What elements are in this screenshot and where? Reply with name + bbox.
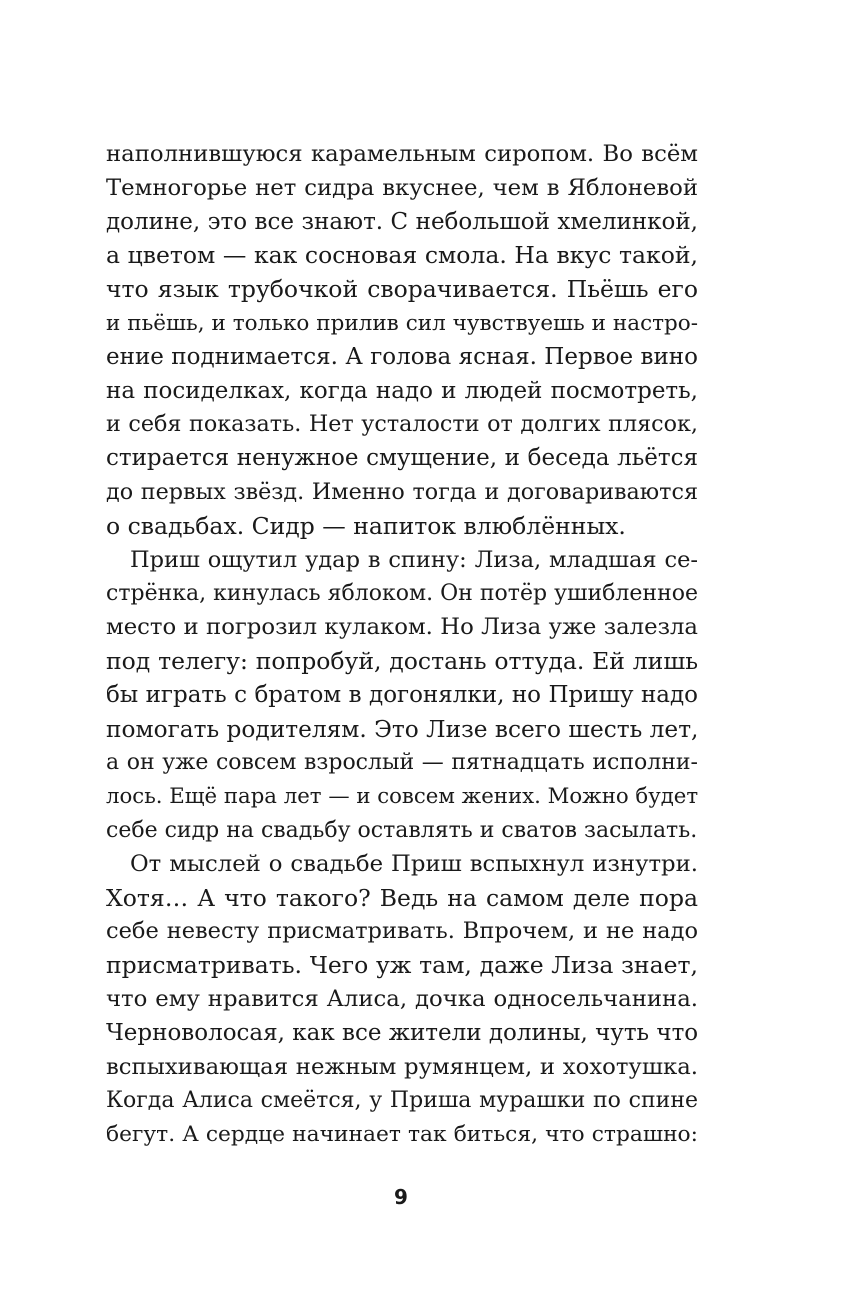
text-line: себе невесту присматривать. Впрочем, и не надо [106,918,698,945]
text-line: От мыслей о свадьбе Приш вспыхнул изнутри. [130,850,698,877]
text-line: присматривать. Чего уж там, даже Лиза знает, [106,951,698,980]
text-line: ение поднимается. А голова ясная. Первое вино [106,343,698,370]
text-line: что ему нравится Алиса, дочка односельчанина. [106,985,698,1012]
text-line: и себя показать. Нет усталости от долгих плясок, [106,411,698,438]
text-line: лось. Ещё пара лет — и совсем жених. Можно будет [106,784,698,810]
text-line: что язык трубочкой сворачивается. Пьёшь его [106,275,698,304]
text-line: место и погрозил кулаком. Но Лиза уже залезла [106,614,698,641]
text-line: о свадьбах. Сидр — напиток влюблённых. [106,511,626,540]
text-line: до первых звёзд. Именно тогда и договариваются [106,478,698,505]
text-line: помогать родителям. Это Лизе всего шесть лет, [106,715,698,743]
text-line: Темногорье нет сидра вкуснее, чем в Яблоневой [106,174,698,201]
text-line: долине, это все знают. С небольшой хмелинкой, [106,208,698,235]
text-line: стрёнка, кинулась яблоком. Он потёр ушибленное [106,581,698,607]
text-line: под телегу: попробуй, достань оттуда. Ей лишь [106,646,698,675]
text-line: стирается ненужное смущение, и беседа льётся [106,445,698,472]
page-number: 9 [394,1185,408,1209]
text-line: Когда Алиса смеётся, у Приша мурашки по спине [106,1088,698,1114]
text-line: себе сидр на свадьбу оставлять и сватов засылать. [106,817,698,843]
text-line: а он уже совсем взрослый — пятнадцать исполни- [106,750,698,776]
text-line: и пьёшь, и только прилив сил чувствуешь и настро- [106,310,698,336]
text-line: на посиделках, когда надо и людей посмотреть, [106,377,698,404]
text-line: вспыхивающая нежным румянцем, и хохотушка. [106,1053,698,1080]
text-line: Приш ощутил удар в спину: Лиза, младшая се- [130,546,698,573]
text-line: бы играть с братом в догонялки, но Пришу надо [106,681,698,708]
text-line: наполнившуюся карамельным сиропом. Во всём [106,141,698,167]
text-line: Черноволосая, как все жители долины, чуть что [106,1019,698,1046]
text-line: бегут. А сердце начинает так биться, что страшно: [106,1122,698,1148]
body-text [106,138,698,1152]
text-line: а цветом — как сосновая смола. На вкус такой, [106,241,698,270]
text-line: Хотя… А что такого? Ведь на самом деле пора [106,883,698,912]
